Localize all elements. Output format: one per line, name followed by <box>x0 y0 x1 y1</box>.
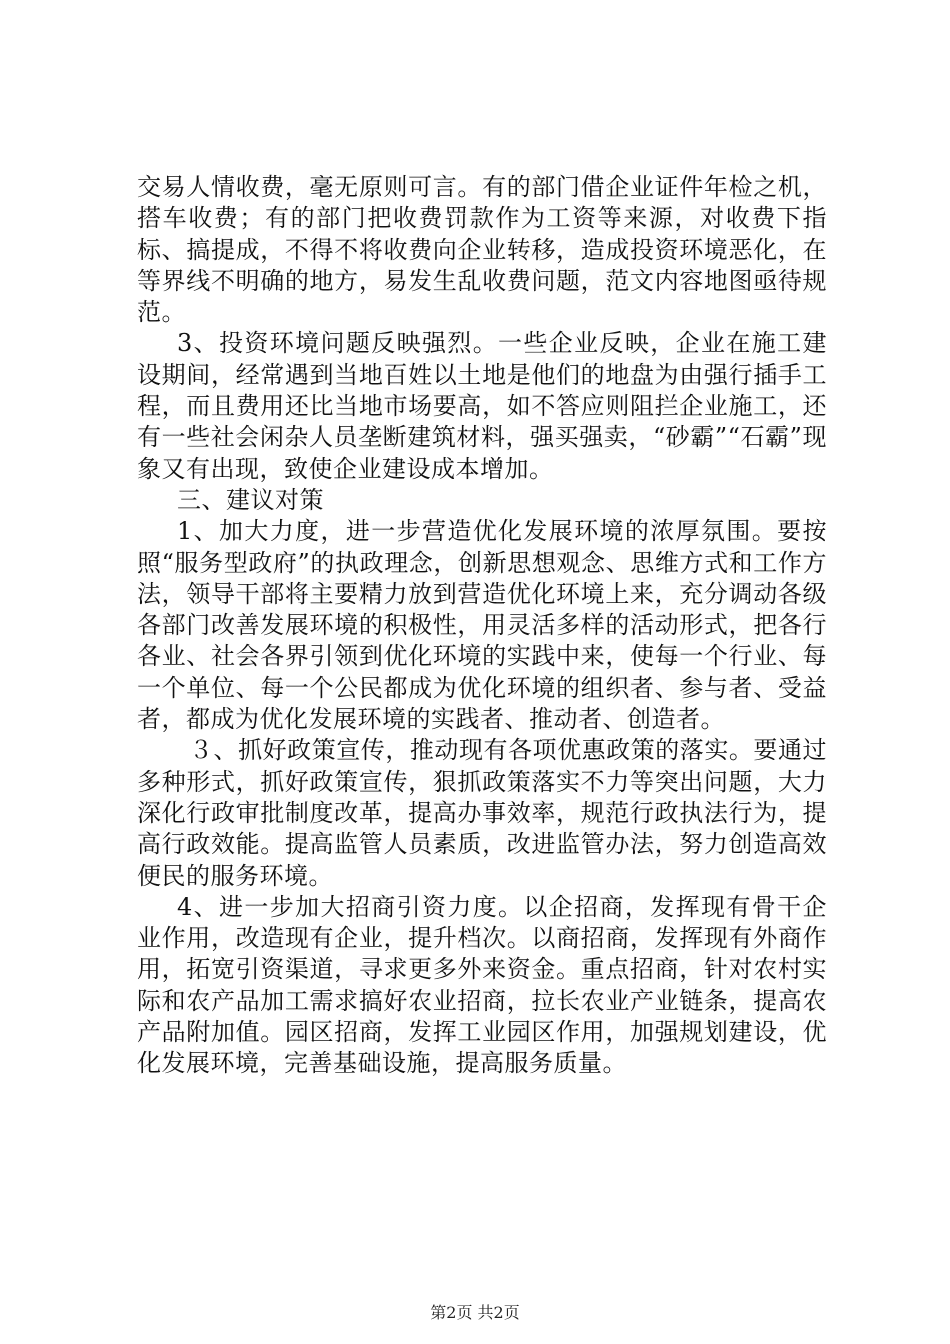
paragraph-point-3-investment-environment: 3、投资环境问题反映强烈。一些企业反映，企业在施工建设期间，经常遇到当地百姓以土地是他们的地盘为由强行插手工程，而且费用还比当地市场要高，如不答应则阻拦企业施工，还有一些社会闲杂人员垄断建筑材料，强买强卖，“砂霸”“石霸”现象又有出现，致使企业建设成本增加。 <box>137 329 827 483</box>
page-number: 第2页 共2页 <box>430 1303 520 1322</box>
paragraph-suggestion-1: 1、加大力度，进一步营造优化发展环境的浓厚氛围。要按照“服务型政府”的执政理念，创新思想观念、思维方式和工作方法，领导干部将主要精力放到营造优化环境上来，充分调动各级各部门改善发展环境的积极性，用灵活多样的活动形式，把各行各业、社会各界引领到优化环境的实践中来，使每一个行业、每一个单位、每一个公民都成为优化环境的组织者、参与者、受益者，都成为优化发展环境的实践者、推动者、创造者。 <box>137 517 827 734</box>
document-body <box>137 172 827 1080</box>
page-footer <box>0 1303 950 1323</box>
paragraph-continuation: 交易人情收费，毫无原则可言。有的部门借企业证件年检之机，搭车收费；有的部门把收费罚款作为工资等来源，对收费下指标、搞提成，不得不将收费向企业转移，造成投资环境恶化，在等界线不明确的地方，易发生乱收费问题，范文内容地图亟待规范。 <box>137 173 827 327</box>
paragraph-suggestion-4: 4、进一步加大招商引资力度。以企招商，发挥现有骨干企业作用，改造现有企业，提升档次。以商招商，发挥现有外商作用，拓宽引资渠道，寻求更多外来资金。重点招商，针对农村实际和农产品加工需求搞好农业招商，拉长农业产业链条，提高农产品附加值。园区招商，发挥工业园区作用，加强规划建设，优化发展环境，完善基础设施，提高服务质量。 <box>137 892 827 1078</box>
paragraph-suggestion-3: ３、抓好政策宣传，推动现有各项优惠政策的落实。要通过多种形式，抓好政策宣传，狠抓政策落实不力等突出问题，大力深化行政审批制度改革，提高办事效率，规范行政执法行为，提高行政效能。提高监管人员素质，改进监管办法，努力创造高效便民的服务环境。 <box>137 736 827 890</box>
section-heading-suggestions: 三、建议对策 <box>177 485 324 514</box>
